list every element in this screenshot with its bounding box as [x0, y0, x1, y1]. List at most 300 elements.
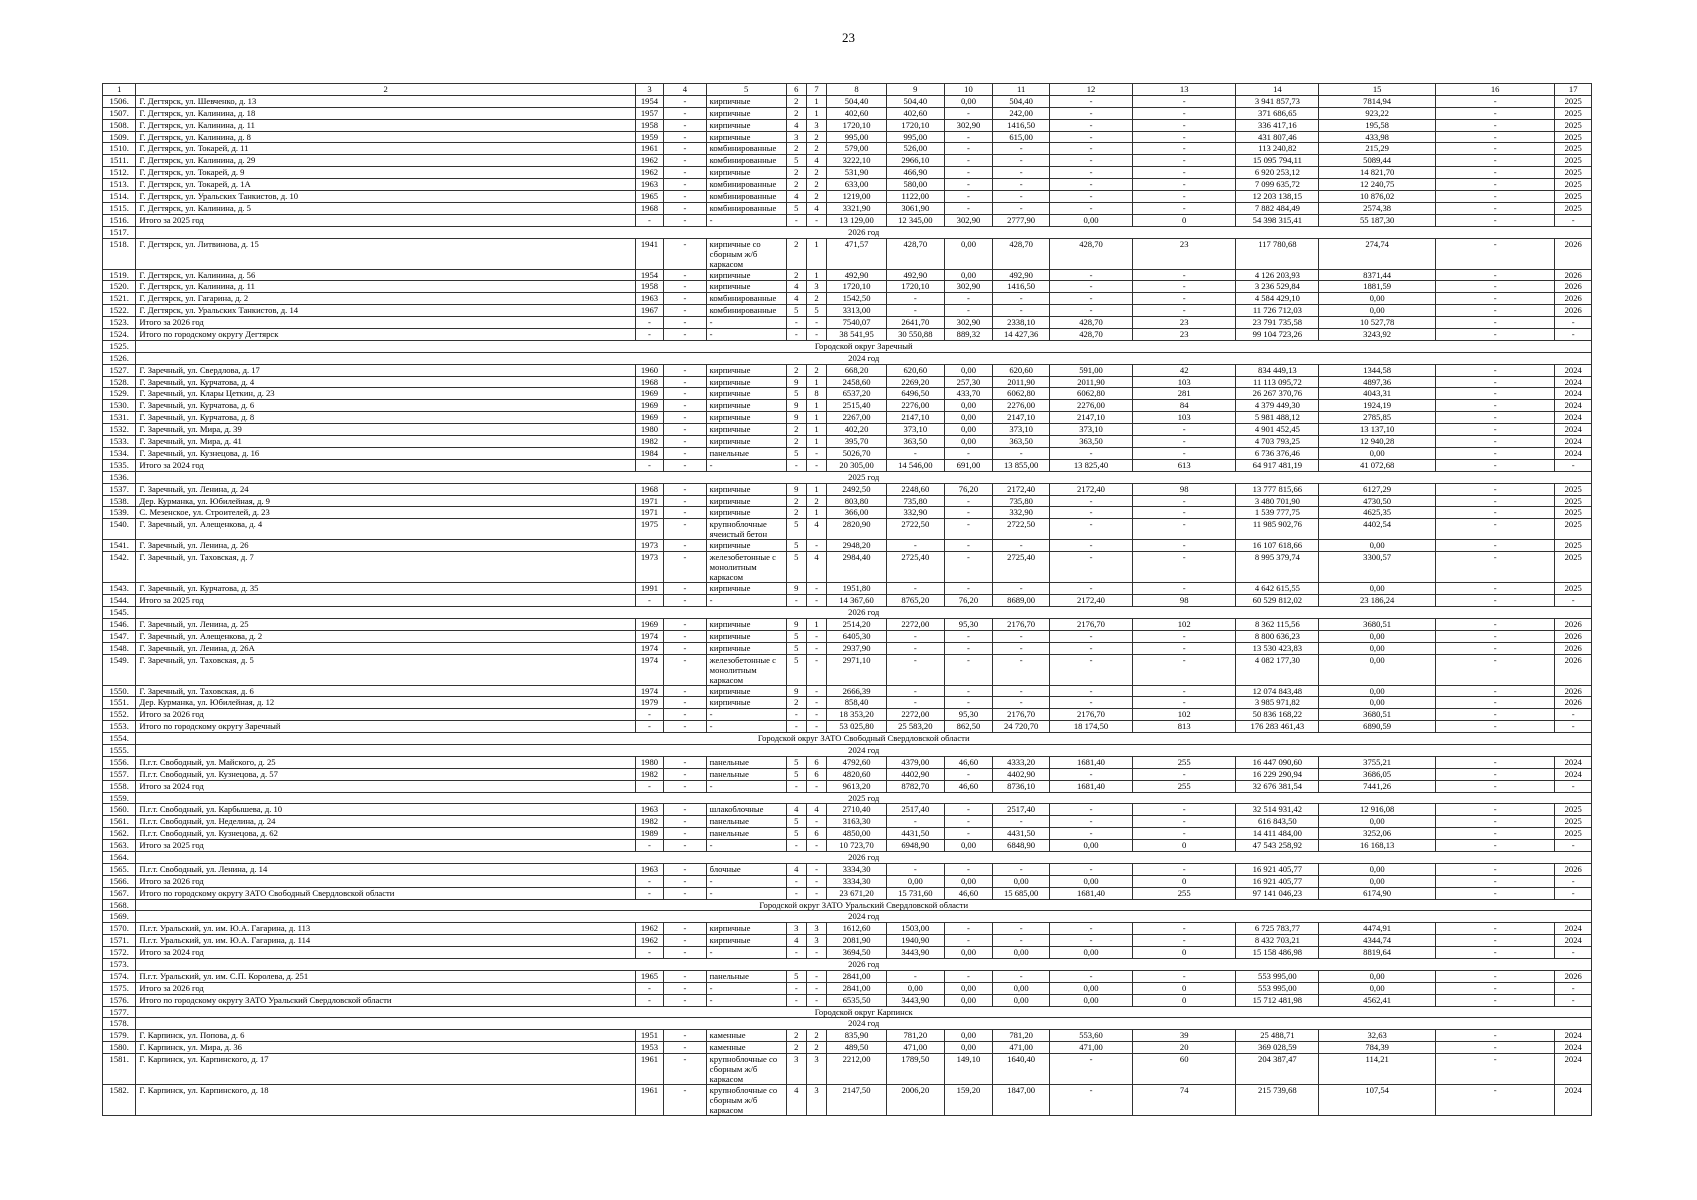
table-cell: 215 739,68: [1236, 1085, 1319, 1116]
table-cell: 616 843,50: [1236, 816, 1319, 828]
row-number: 1531.: [103, 412, 136, 424]
table-cell: -: [1133, 970, 1236, 982]
table-cell: 1847,00: [993, 1085, 1050, 1116]
table-cell: -: [944, 131, 993, 143]
address-cell: Итого за 2026 год: [136, 317, 635, 329]
table-cell: -: [664, 595, 707, 607]
table-cell: -: [1050, 654, 1133, 685]
total-row: [103, 875, 1592, 887]
table-cell: кирпичные: [706, 540, 786, 552]
table-row: [103, 179, 1592, 191]
table-cell: 6537,20: [827, 388, 887, 400]
table-cell: -: [944, 155, 993, 167]
table-cell: 2025: [1555, 95, 1592, 107]
table-cell: 2777,90: [993, 214, 1050, 226]
table-cell: -: [664, 618, 707, 630]
table-cell: 1980: [635, 756, 663, 768]
row-number: 1545.: [103, 606, 136, 618]
table-cell: -: [993, 143, 1050, 155]
address-cell: Итого по городскому округу ЗАТО Свободный Свердловской области: [136, 887, 635, 899]
section-heading: Городской округ ЗАТО Уральский Свердловской области: [136, 899, 1592, 911]
table-cell: железобетонные с монолитным каркасом: [706, 654, 786, 685]
table-cell: -: [1133, 697, 1236, 709]
table-cell: 428,70: [993, 238, 1050, 269]
table-cell: 3: [806, 119, 826, 131]
table-cell: -: [1050, 804, 1133, 816]
table-cell: -: [664, 994, 707, 1006]
address-cell: Г. Заречный, ул. Мира, д. 41: [136, 436, 635, 448]
table-cell: 1640,40: [993, 1054, 1050, 1085]
table-cell: -: [664, 95, 707, 107]
table-cell: 504,40: [827, 95, 887, 107]
table-cell: -: [706, 595, 786, 607]
table-cell: 2: [806, 495, 826, 507]
table-cell: -: [1555, 780, 1592, 792]
table-cell: 579,00: [827, 143, 887, 155]
table-cell: -: [1050, 179, 1133, 191]
table-cell: -: [786, 780, 806, 792]
table-cell: -: [786, 994, 806, 1006]
table-cell: 2: [806, 191, 826, 203]
table-cell: 281: [1133, 388, 1236, 400]
address-cell: Г. Заречный, ул. Курчатова, д. 4: [136, 376, 635, 388]
table-cell: 176 283 461,43: [1236, 721, 1319, 733]
table-cell: -: [1133, 131, 1236, 143]
row-number: 1528.: [103, 376, 136, 388]
row-number: 1546.: [103, 618, 136, 630]
row-number: 1562.: [103, 828, 136, 840]
table-row: [103, 119, 1592, 131]
table-cell: -: [1050, 293, 1133, 305]
table-cell: 1954: [635, 95, 663, 107]
table-cell: 428,70: [1050, 329, 1133, 341]
total-row: [103, 982, 1592, 994]
table-cell: комбинированные: [706, 191, 786, 203]
table-cell: 4344,74: [1319, 935, 1435, 947]
table-cell: 23 791 735,58: [1236, 317, 1319, 329]
table-cell: 492,90: [993, 269, 1050, 281]
table-cell: 149,10: [944, 1054, 993, 1085]
table-cell: 15 158 486,98: [1236, 947, 1319, 959]
address-cell: Итого по городскому округу Заречный: [136, 721, 635, 733]
table-cell: -: [635, 214, 663, 226]
row-number: 1521.: [103, 293, 136, 305]
table-cell: панельные: [706, 816, 786, 828]
table-cell: -: [1435, 618, 1555, 630]
table-cell: 0,00: [1319, 447, 1435, 459]
table-cell: 4: [806, 155, 826, 167]
table-cell: 2024: [1555, 1042, 1592, 1054]
table-cell: 215,29: [1319, 143, 1435, 155]
table-cell: 3 985 971,82: [1236, 697, 1319, 709]
table-cell: -: [664, 970, 707, 982]
section-row: [103, 226, 1592, 238]
row-number: 1556.: [103, 756, 136, 768]
table-cell: 2984,40: [827, 552, 887, 583]
table-cell: -: [806, 214, 826, 226]
address-cell: Г. Заречный, ул. Свердлова, д. 17: [136, 364, 635, 376]
table-cell: комбинированные: [706, 143, 786, 155]
table-cell: панельные: [706, 828, 786, 840]
table-cell: 3334,30: [827, 863, 887, 875]
table-cell: 107,54: [1319, 1085, 1435, 1116]
table-cell: 9: [786, 583, 806, 595]
table-cell: -: [993, 923, 1050, 935]
table-row: [103, 756, 1592, 768]
table-cell: -: [944, 293, 993, 305]
table-cell: 113 240,82: [1236, 143, 1319, 155]
table-cell: 1881,59: [1319, 281, 1435, 293]
table-cell: -: [664, 1054, 707, 1085]
table-cell: 1963: [635, 804, 663, 816]
table-cell: 1961: [635, 1085, 663, 1116]
row-number: 1534.: [103, 447, 136, 459]
table-cell: 691,00: [944, 459, 993, 471]
table-cell: 3163,30: [827, 816, 887, 828]
table-cell: 1965: [635, 191, 663, 203]
table-cell: 336 417,16: [1236, 119, 1319, 131]
table-cell: -: [664, 214, 707, 226]
table-cell: 8 995 379,74: [1236, 552, 1319, 583]
table-row: [103, 768, 1592, 780]
table-cell: 0,00: [944, 875, 993, 887]
table-cell: -: [806, 840, 826, 852]
table-cell: 2026: [1555, 654, 1592, 685]
table-cell: 5: [786, 447, 806, 459]
table-cell: 781,20: [993, 1030, 1050, 1042]
table-cell: -: [993, 697, 1050, 709]
table-cell: 6848,90: [993, 840, 1050, 852]
table-cell: 2147,10: [1050, 412, 1133, 424]
row-number: 1529.: [103, 388, 136, 400]
table-cell: -: [1435, 329, 1555, 341]
table-row: [103, 191, 1592, 203]
column-header: 16: [1435, 84, 1555, 96]
table-cell: -: [635, 709, 663, 721]
table-cell: 2025: [1555, 804, 1592, 816]
table-cell: -: [806, 329, 826, 341]
address-cell: С. Мезенское, ул. Строителей, д. 23: [136, 507, 635, 519]
table-cell: 2024: [1555, 400, 1592, 412]
table-cell: 13 825,40: [1050, 459, 1133, 471]
table-cell: 3061,90: [886, 202, 944, 214]
table-cell: -: [1435, 654, 1555, 685]
table-cell: 2024: [1555, 1085, 1592, 1116]
table-cell: -: [1133, 540, 1236, 552]
table-cell: 1: [806, 238, 826, 269]
table-cell: -: [806, 697, 826, 709]
table-cell: -: [664, 1042, 707, 1054]
table-cell: -: [1133, 495, 1236, 507]
table-cell: -: [1435, 1030, 1555, 1042]
table-cell: 9: [786, 685, 806, 697]
table-cell: 1960: [635, 364, 663, 376]
table-cell: 1989: [635, 828, 663, 840]
table-cell: 6: [806, 768, 826, 780]
table-cell: -: [664, 436, 707, 448]
row-number: 1548.: [103, 642, 136, 654]
section-heading: Городской округ Карпинск: [136, 1006, 1592, 1018]
table-cell: 6062,80: [1050, 388, 1133, 400]
table-cell: -: [1133, 281, 1236, 293]
table-row: [103, 923, 1592, 935]
table-cell: 332,90: [886, 507, 944, 519]
column-header: 4: [664, 84, 707, 96]
table-cell: 373,10: [886, 424, 944, 436]
table-cell: 99 104 723,26: [1236, 329, 1319, 341]
table-cell: -: [1555, 994, 1592, 1006]
table-cell: -: [944, 935, 993, 947]
address-cell: Итого за 2026 год: [136, 982, 635, 994]
table-cell: -: [1050, 970, 1133, 982]
table-cell: 2666,39: [827, 685, 887, 697]
table-cell: 2026: [1555, 269, 1592, 281]
table-cell: 3321,90: [827, 202, 887, 214]
table-cell: 0: [1133, 840, 1236, 852]
section-row: [103, 606, 1592, 618]
table-cell: 0,00: [1050, 214, 1133, 226]
table-cell: 3686,05: [1319, 768, 1435, 780]
table-cell: 615,00: [993, 131, 1050, 143]
table-cell: -: [664, 107, 707, 119]
table-cell: 103: [1133, 412, 1236, 424]
table-cell: 9: [786, 618, 806, 630]
table-cell: -: [1050, 191, 1133, 203]
row-number: 1537.: [103, 483, 136, 495]
table-cell: 13 777 815,66: [1236, 483, 1319, 495]
table-cell: -: [806, 630, 826, 642]
total-row: [103, 709, 1592, 721]
table-cell: -: [1435, 768, 1555, 780]
table-cell: 1: [806, 436, 826, 448]
table-cell: -: [944, 447, 993, 459]
table-cell: 613: [1133, 459, 1236, 471]
table-cell: 1416,50: [993, 281, 1050, 293]
address-cell: Г. Заречный, ул. Ленина, д. 26А: [136, 642, 635, 654]
table-cell: 15 731,60: [886, 887, 944, 899]
table-cell: 1967: [635, 305, 663, 317]
table-row: [103, 519, 1592, 540]
table-cell: -: [1133, 583, 1236, 595]
table-cell: 735,80: [886, 495, 944, 507]
table-cell: -: [806, 654, 826, 685]
row-number: 1566.: [103, 875, 136, 887]
table-cell: 117 780,68: [1236, 238, 1319, 269]
table-cell: -: [664, 935, 707, 947]
column-header: 2: [136, 84, 635, 96]
table-cell: 735,80: [993, 495, 1050, 507]
table-cell: -: [706, 317, 786, 329]
table-cell: 466,90: [886, 167, 944, 179]
table-cell: 0,00: [1319, 816, 1435, 828]
row-number: 1530.: [103, 400, 136, 412]
address-cell: Г. Карпинск, ул. Мира, д. 36: [136, 1042, 635, 1054]
table-cell: 14 411 484,00: [1236, 828, 1319, 840]
table-cell: -: [664, 317, 707, 329]
table-cell: -: [1555, 214, 1592, 226]
section-row: [103, 911, 1592, 923]
table-cell: 5089,44: [1319, 155, 1435, 167]
table-cell: -: [1050, 281, 1133, 293]
table-row: [103, 654, 1592, 685]
row-number: 1579.: [103, 1030, 136, 1042]
table-cell: 0,00: [1319, 305, 1435, 317]
table-cell: 0: [1133, 994, 1236, 1006]
row-number: 1515.: [103, 202, 136, 214]
address-cell: П.г.т. Уральский, ул. им. С.П. Королева, д. 251: [136, 970, 635, 982]
table-cell: -: [886, 540, 944, 552]
table-cell: 18 174,50: [1050, 721, 1133, 733]
table-cell: 2025: [1555, 552, 1592, 583]
table-cell: 6174,90: [1319, 887, 1435, 899]
table-cell: 2024: [1555, 376, 1592, 388]
address-cell: Итого за 2025 год: [136, 840, 635, 852]
table-cell: 4 082 177,30: [1236, 654, 1319, 685]
table-cell: -: [664, 540, 707, 552]
row-number: 1527.: [103, 364, 136, 376]
table-cell: 1980: [635, 424, 663, 436]
column-header: 1: [103, 84, 136, 96]
table-cell: 553 995,00: [1236, 970, 1319, 982]
table-cell: 0,00: [1319, 982, 1435, 994]
table-cell: -: [706, 780, 786, 792]
table-cell: 2725,40: [993, 552, 1050, 583]
column-header: 12: [1050, 84, 1133, 96]
table-cell: -: [886, 293, 944, 305]
table-cell: -: [886, 630, 944, 642]
table-cell: -: [1435, 756, 1555, 768]
row-number: 1533.: [103, 436, 136, 448]
table-cell: 428,70: [1050, 317, 1133, 329]
housing-table: [102, 83, 1592, 1116]
table-row: [103, 238, 1592, 269]
table-cell: 5: [786, 768, 806, 780]
table-cell: крупноблочные со сборным ж/б каркасом: [706, 1085, 786, 1116]
table-cell: -: [886, 654, 944, 685]
table-cell: -: [1133, 179, 1236, 191]
table-cell: 0,00: [993, 875, 1050, 887]
table-cell: -: [1050, 935, 1133, 947]
table-cell: 2025: [1555, 155, 1592, 167]
table-cell: 103: [1133, 376, 1236, 388]
table-cell: -: [664, 519, 707, 540]
table-cell: 1219,00: [827, 191, 887, 203]
table-cell: 41 072,68: [1319, 459, 1435, 471]
table-cell: 2: [806, 167, 826, 179]
column-header: 9: [886, 84, 944, 96]
table-cell: кирпичные со сборным ж/б каркасом: [706, 238, 786, 269]
table-cell: -: [664, 364, 707, 376]
address-cell: Г. Заречный, ул. Таховская, д. 7: [136, 552, 635, 583]
table-cell: -: [944, 305, 993, 317]
table-cell: 242,00: [993, 107, 1050, 119]
table-cell: 14 367,60: [827, 595, 887, 607]
table-cell: 471,00: [886, 1042, 944, 1054]
table-cell: -: [944, 519, 993, 540]
table-cell: -: [1050, 923, 1133, 935]
address-cell: П.г.т. Свободный, ул. Кузнецова, д. 62: [136, 828, 635, 840]
table-cell: 3694,50: [827, 947, 887, 959]
table-row: [103, 376, 1592, 388]
table-row: [103, 863, 1592, 875]
table-cell: 1982: [635, 768, 663, 780]
table-cell: 2: [786, 697, 806, 709]
table-cell: 302,90: [944, 119, 993, 131]
table-cell: 1969: [635, 400, 663, 412]
table-cell: 2: [786, 507, 806, 519]
table-cell: -: [1555, 947, 1592, 959]
table-cell: -: [1050, 143, 1133, 155]
table-cell: 2025: [1555, 107, 1592, 119]
table-cell: 195,58: [1319, 119, 1435, 131]
total-row: [103, 947, 1592, 959]
table-cell: 4 584 429,10: [1236, 293, 1319, 305]
table-cell: -: [1050, 630, 1133, 642]
table-cell: -: [1555, 721, 1592, 733]
row-number: 1512.: [103, 167, 136, 179]
table-cell: -: [944, 143, 993, 155]
table-cell: -: [664, 202, 707, 214]
table-cell: -: [786, 595, 806, 607]
table-cell: -: [944, 685, 993, 697]
table-row: [103, 167, 1592, 179]
row-number: 1520.: [103, 281, 136, 293]
table-cell: 26 267 370,76: [1236, 388, 1319, 400]
table-cell: 428,70: [886, 238, 944, 269]
table-cell: -: [1050, 1085, 1133, 1116]
table-cell: -: [664, 281, 707, 293]
table-cell: 102: [1133, 709, 1236, 721]
column-header: 6: [786, 84, 806, 96]
table-cell: 257,30: [944, 376, 993, 388]
table-cell: 2517,40: [993, 804, 1050, 816]
table-cell: 15 712 481,98: [1236, 994, 1319, 1006]
column-header: 5: [706, 84, 786, 96]
table-cell: 4820,60: [827, 768, 887, 780]
table-cell: 2574,38: [1319, 202, 1435, 214]
table-cell: -: [1435, 840, 1555, 852]
address-cell: Итого за 2024 год: [136, 780, 635, 792]
table-cell: 0,00: [1319, 654, 1435, 685]
address-cell: Г. Дегтярск, ул. Токарей, д. 1А: [136, 179, 635, 191]
section-row: [103, 471, 1592, 483]
table-cell: -: [993, 654, 1050, 685]
address-cell: Итого за 2026 год: [136, 709, 635, 721]
table-cell: -: [1435, 1042, 1555, 1054]
table-cell: 12 074 843,48: [1236, 685, 1319, 697]
table-cell: -: [1133, 424, 1236, 436]
table-row: [103, 143, 1592, 155]
section-row: [103, 340, 1592, 352]
table-cell: 2272,00: [886, 618, 944, 630]
table-cell: -: [1050, 305, 1133, 317]
table-cell: -: [1133, 436, 1236, 448]
table-cell: 2024: [1555, 388, 1592, 400]
table-cell: -: [635, 947, 663, 959]
table-cell: 3252,06: [1319, 828, 1435, 840]
table-cell: 1974: [635, 630, 663, 642]
table-cell: 402,60: [827, 107, 887, 119]
table-cell: кирпичные: [706, 495, 786, 507]
row-number: 1551.: [103, 697, 136, 709]
table-cell: 1962: [635, 923, 663, 935]
total-row: [103, 840, 1592, 852]
table-cell: 3313,00: [827, 305, 887, 317]
row-number: 1522.: [103, 305, 136, 317]
table-cell: кирпичные: [706, 483, 786, 495]
column-header: 10: [944, 84, 993, 96]
row-number: 1581.: [103, 1054, 136, 1085]
